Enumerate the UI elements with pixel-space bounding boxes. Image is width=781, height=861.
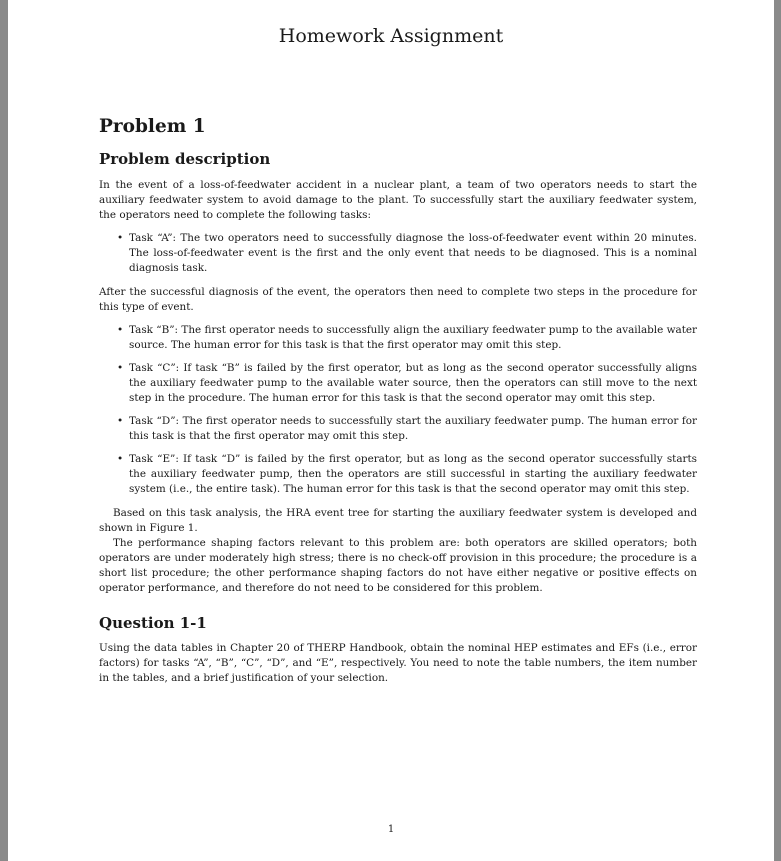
document-body [99,116,697,686]
task-a-text: Task “A”: The two operators need to successfully diagnose the loss-of-feedwater event within 20 minutes. The loss-of-feedwater event is the first and the only event that needs to be diagnosed. This is a nominal diagnosis task. [129,232,697,274]
bullet-icon: • [117,453,124,465]
intro-paragraph: In the event of a loss-of-feedwater accident in a nuclear plant, a team of two operators needs to start the auxiliary feedwater system to avoid damage to the plant. To successfully start the auxiliary feedwater system, the operators need to complete the following tasks: [99,179,697,221]
bullet-icon: • [117,232,124,244]
bullet-icon: • [117,362,124,374]
after-diagnosis-paragraph: After the successful diagnosis of the event, the operators then need to complete two steps in the procedure for this type of event. [99,286,697,313]
document-page [8,0,774,861]
task-d-item [117,414,697,444]
task-b-text: Task “B”: The first operator needs to successfully align the auxiliary feedwater pump to the available water source. The human error for this task is that the first operator may omit this step. [129,324,697,351]
task-c-text: Task “C”: If task “B” is failed by the first operator, but as long as the second operator successfully aligns the auxiliary feedwater pump to the available water source, then the operators can still move to the next step in the procedure. The human error for this task is that the second operator may omit this step. [129,362,697,404]
task-e-text: Task “E”: If task “D” is failed by the first operator, but as long as the second operator successfully starts the auxiliary feedwater pump, then the operators are still successful in starting the auxiliary feedwater system (i.e., the entire task). The human error for this task is that the second operator may omit this step. [129,453,697,495]
document-title: Homework Assignment [278,25,504,47]
event-tree-paragraph: Based on this task analysis, the HRA event tree for starting the auxiliary feedwater system is developed and shown in Figure 1. [99,507,697,534]
bullet-icon: • [117,324,124,336]
question-heading: Question 1-1 [99,614,207,632]
psf-paragraph: The performance shaping factors relevant to this problem are: both operators are skilled operators; both operators are under moderately high stress; there is no check-off provision in this procedure; the procedure is a short list procedure; the other performance shaping factors do not have either negative or positive effects on operator performance, and therefore do not need to be considered for this problem. [99,537,697,594]
task-e-item [117,452,697,497]
page-number: 1 [387,824,395,835]
task-a-item [117,231,697,276]
task-b-item [117,323,697,353]
task-d-text: Task “D”: The first operator needs to successfully start the auxiliary feedwater pump. The human error for this task is that the first operator may omit this step. [129,415,697,442]
bullet-icon: • [117,415,124,427]
question-text: Using the data tables in Chapter 20 of THERP Handbook, obtain the nominal HEP estimates and EFs (i.e., error factors) for tasks “A”, “B”, “C”, “D”, and “E”, respectively. You need to note the table numbers, the item number in the tables, and a brief justification of your selection. [99,642,697,684]
task-list-diagnosis [99,231,697,276]
problem-description-heading: Problem description [99,150,271,168]
task-c-item [117,361,697,406]
task-list-procedure [99,323,697,497]
problem-heading: Problem 1 [99,116,206,137]
